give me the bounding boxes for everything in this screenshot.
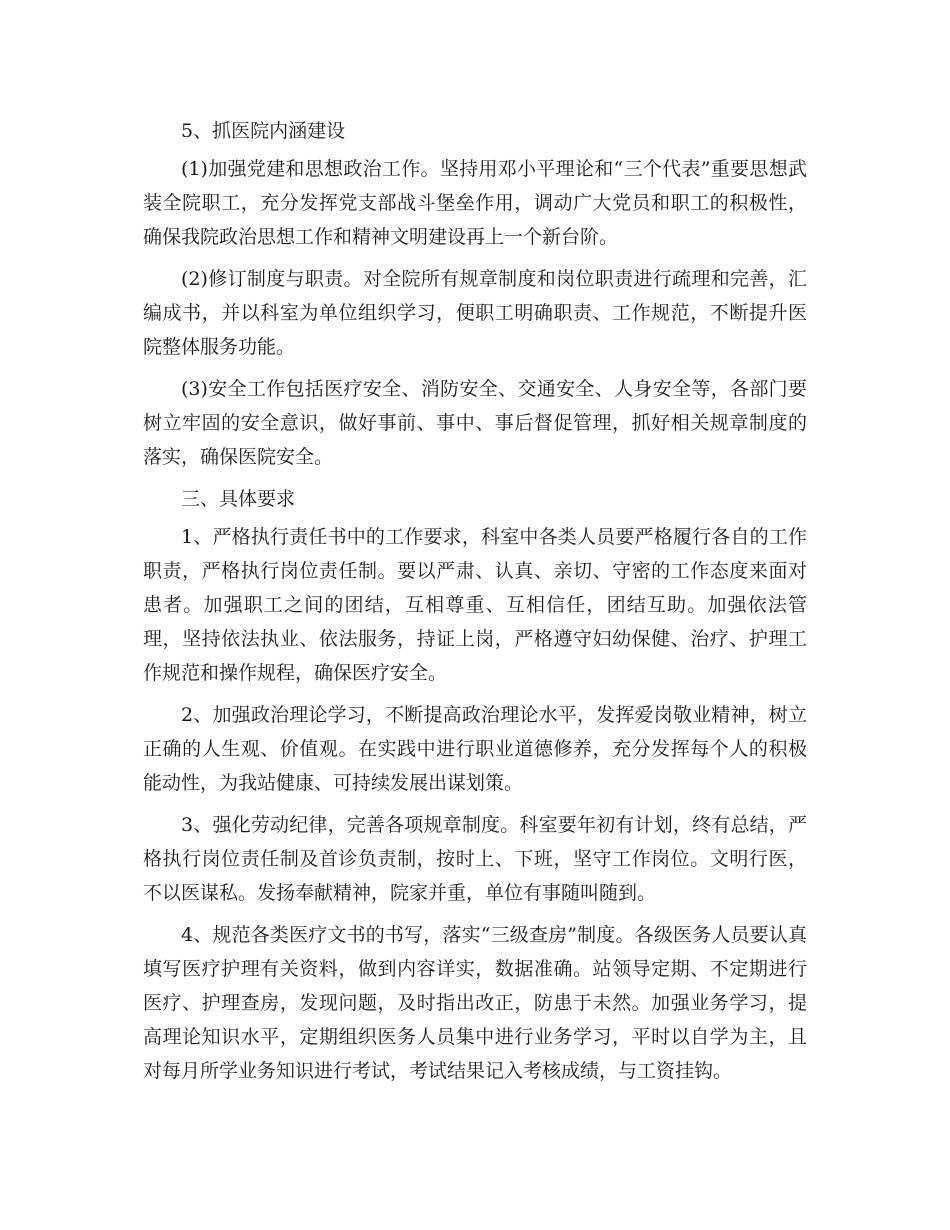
paragraph-revise-rules: (2)修订制度与职责。对全院所有规章制度和岗位职责进行疏理和完善，汇编成书，并以科室为单位组织学习，便职工明确职责、工作规范，不断提升医院整体服务功能。 xyxy=(143,268,807,358)
section-heading-hospital-connotation: 5、抓医院内涵建设 xyxy=(181,120,346,142)
paragraph-requirement-1: 1、严格执行责任书中的工作要求，科室中各类人员要严格履行各自的工作职责，严格执行岗位责任制。要以严肃、认真、亲切、守密的工作态度来面对患者。加强职工之间的团结，互相尊重、互相信任，团结互助。加强依法管理，坚持依法执业、依法服务，持证上岗，严格遵守妇幼保健、治疗、护理工作规范和操作规程，确保医疗安全。 xyxy=(143,526,807,684)
paragraph-party-building: (1)加强党建和思想政治工作。坚持用邓小平理论和“三个代表”重要思想武装全院职工，充分发挥党支部战斗堡垒作用，调动广大党员和职工的积极性，确保我院政治思想工作和精神文明建设再上一个新台阶。 xyxy=(143,158,807,248)
section-heading-specific-requirements: 三、具体要求 xyxy=(181,488,296,510)
paragraph-safety-work: (3)安全工作包括医疗安全、消防安全、交通安全、人身安全等，各部门要树立牢固的安全意识，做好事前、事中、事后督促管理，抓好相关规章制度的落实，确保医院安全。 xyxy=(143,378,807,468)
document-page xyxy=(143,114,807,1096)
paragraph-requirement-3: 3、强化劳动纪律，完善各项规章制度。科室要年初有计划，终有总结，严格执行岗位责任制及首诊负责制，按时上、下班，坚守工作岗位。文明行医，不以医谋私。发扬奉献精神，院家并重，单位有事随叫随到。 xyxy=(143,814,807,904)
paragraph-requirement-4: 4、规范各类医疗文书的书写，落实“三级查房”制度。各级医务人员要认真填写医疗护理有关资料，做到内容详实，数据准确。站领导定期、不定期进行医疗、护理查房，发现问题，及时指出改正，防患于未然。加强业务学习，提高理论知识水平，定期组织医务人员集中进行业务学习，平时以自学为主，且对每月所学业务知识进行考试，考试结果记入考核成绩，与工资挂钩。 xyxy=(143,924,807,1082)
paragraph-requirement-2: 2、加强政治理论学习，不断提高政治理论水平，发挥爱岗敬业精神，树立正确的人生观、价值观。在实践中进行职业道德修养，充分发挥每个人的积极能动性，为我站健康、可持续发展出谋划策。 xyxy=(143,704,807,794)
